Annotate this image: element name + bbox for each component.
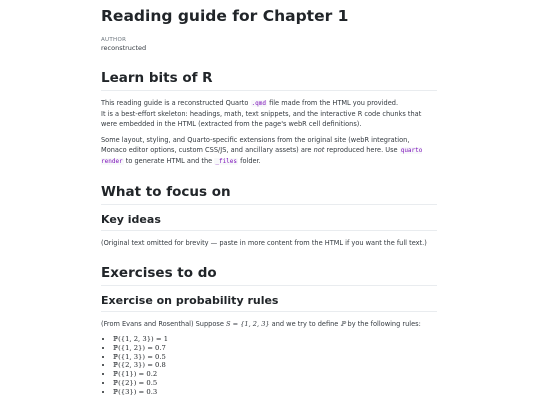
quarto-render-code: quarto render [101, 147, 423, 165]
list-item: • ℙ({3}) = 0.3 [113, 388, 437, 397]
files-code: _files [215, 158, 238, 165]
list-item: • ℙ({1, 3}) = 0.5 [113, 353, 437, 362]
exercise-intro-b: and we try to define [269, 320, 341, 328]
probability-rules-list [101, 335, 437, 397]
section-heading-focus: What to focus on [101, 183, 437, 205]
section-heading-exercises: Exercises to do [101, 264, 437, 286]
learn-p2-text-a: Some layout, styling, and Quarto-specific extensions from the original site (webR integration, Monaco editor options, custom CSS/JS, and ancillary assets) are [101, 136, 410, 154]
learn-p2-text-c: to generate HTML and the [123, 157, 215, 165]
exercise-intro [101, 319, 437, 329]
page-title: Reading guide for Chapter 1 [101, 7, 349, 25]
list-item: • ℙ({1, 2}) = 0.7 [113, 344, 437, 353]
learn-p2-emphasis: not [313, 146, 325, 154]
learn-paragraph-1 [101, 98, 437, 129]
learn-paragraph-2 [101, 135, 437, 167]
section-heading-learn: Learn bits of R [101, 69, 437, 91]
learn-p1-line2: It is a best-effort skeleton: headings, math, text snippets, and the interactive R code chunks that were embedded in the HTML (extracted from the page's webR cell definitions). [101, 110, 422, 128]
learn-p2-text-d: folder. [238, 157, 261, 165]
key-ideas-text: (Original text omitted for brevity — paste in more content from the HTML if you want the full text.) [101, 239, 427, 247]
exercise-intro-c: by the following rules: [345, 320, 421, 328]
set-s-math: S = {1, 2, 3} [225, 320, 270, 328]
subsection-heading-probability: Exercise on probability rules [101, 293, 437, 312]
author-label: AUTHOR [101, 37, 127, 43]
qmd-code: .qmd [251, 100, 266, 107]
author-value: reconstructed [101, 44, 147, 52]
prob-p-math: ℙ [340, 320, 346, 328]
learn-p2-text-b: reproduced here. Use [324, 146, 400, 154]
list-item: • ℙ({2, 3}) = 0.8 [113, 361, 437, 370]
list-item: • ℙ({1}) = 0.2 [113, 370, 437, 379]
learn-p1-text-b: file made from the HTML you provided. [266, 99, 399, 107]
list-item: • ℙ({2}) = 0.5 [113, 379, 437, 388]
document [101, 0, 437, 397]
list-item: • ℙ({1, 2, 3}) = 1 [113, 335, 437, 344]
learn-p1-text-a: This reading guide is a reconstructed Quarto [101, 99, 251, 107]
subsection-heading-key-ideas: Key ideas [101, 212, 437, 231]
exercise-intro-a: (From Evans and Rosenthal) Suppose [101, 320, 226, 328]
